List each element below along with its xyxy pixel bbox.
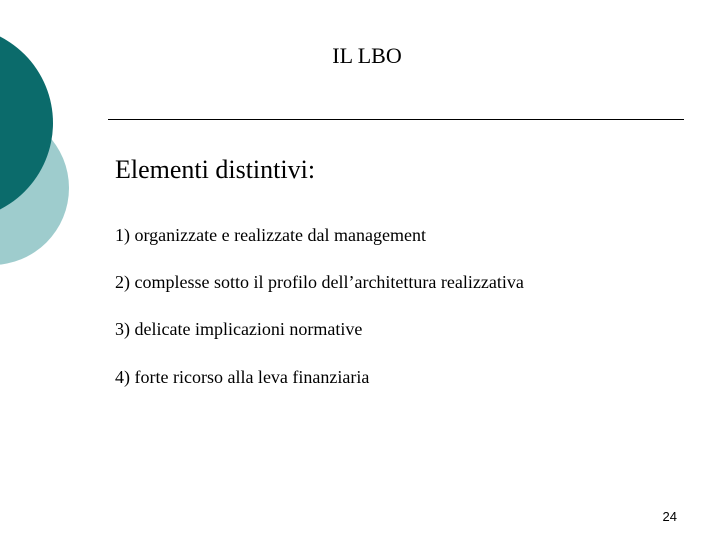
slide-title: IL LBO — [332, 43, 402, 68]
list-item: 1) organizzate e realizzate dal management — [115, 225, 426, 245]
list-item: 3) delicate implicazioni normative — [115, 319, 363, 339]
title-divider — [108, 119, 684, 120]
section-heading: Elementi distintivi: — [115, 155, 316, 184]
page-number: 24 — [662, 509, 677, 524]
list-item: 2) complesse sotto il profilo dell’architettura realizzativa — [115, 272, 524, 292]
list-item: 4) forte ricorso alla leva finanziaria — [115, 367, 370, 387]
